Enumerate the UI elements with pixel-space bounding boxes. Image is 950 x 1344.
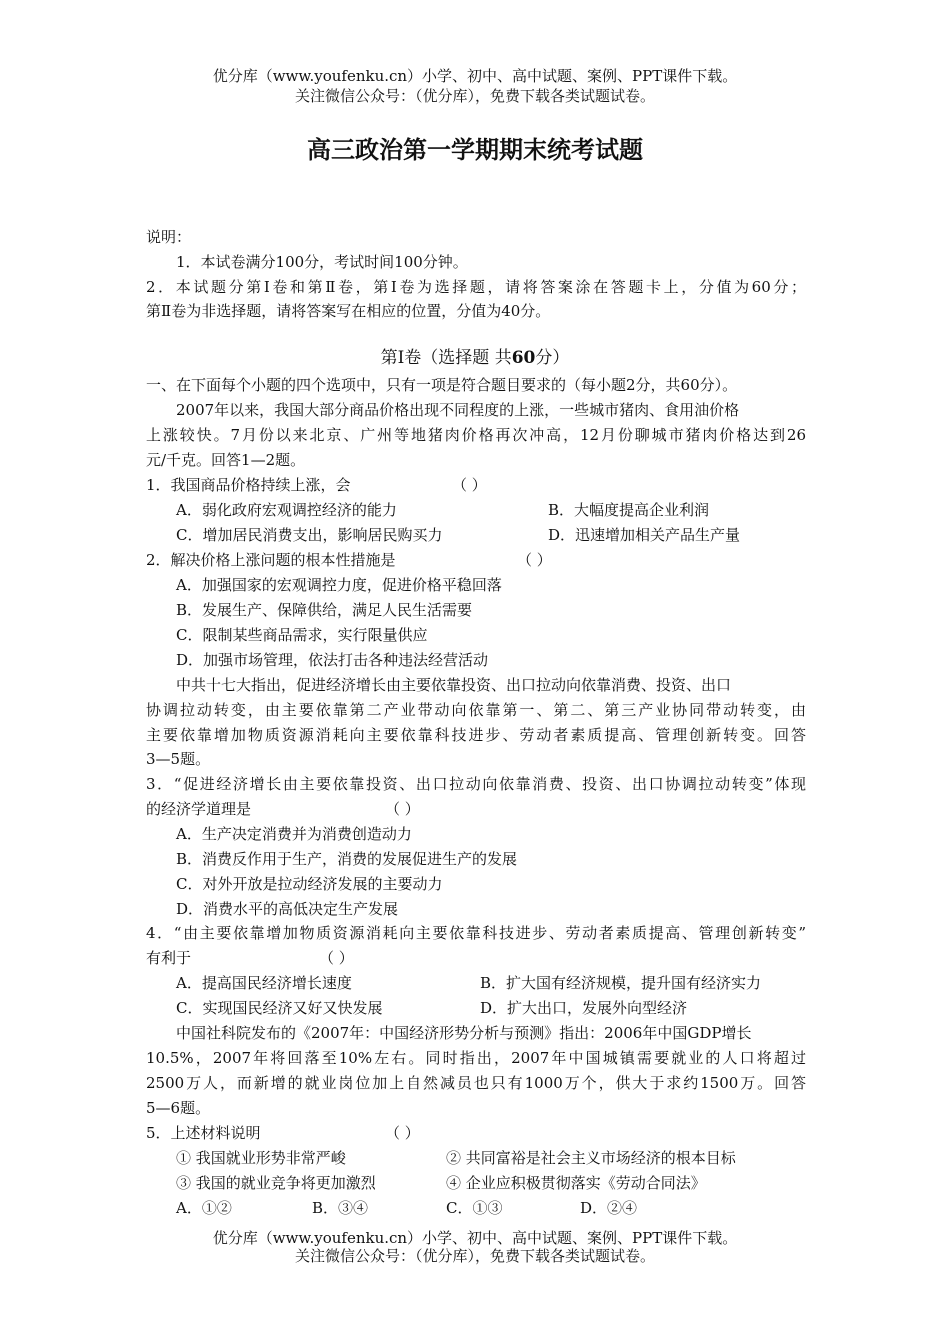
q4-stem-line-2: 有利于 bbox=[146, 949, 192, 967]
header-line-2: 关注微信公众号：（优分库），免费下载各类试题试卷。 bbox=[294, 87, 655, 105]
q1-option-a: A．弱化政府宏观调控经济的能力 bbox=[176, 501, 397, 519]
q4-answer-paren: （ ） bbox=[319, 949, 354, 967]
q4-stem-line-1: 4．“由主要依靠增加物质资源消耗向主要依靠科技进步、劳动者素质提高、管理创新转变” bbox=[146, 924, 806, 942]
q3-option-a: A．生产决定消费并为消费创造动力 bbox=[176, 825, 412, 843]
material-3-line-1: 中国社科院发布的《2007年：中国经济形势分析与预测》指出：2006年中国GDP增长 bbox=[176, 1024, 752, 1042]
section-heading-score: 60 bbox=[511, 348, 536, 368]
instruction-item-2-line-2: 第Ⅱ卷为非选择题，请将答案写在相应的位置，分值为40分。 bbox=[146, 302, 551, 320]
q4-option-b: B．扩大国有经济规模，提升国有经济实力 bbox=[480, 974, 762, 992]
q5-option-b: B．③④ bbox=[312, 1199, 369, 1217]
q5-statement-1: ① 我国就业形势非常严峻 bbox=[176, 1149, 346, 1167]
q2-answer-paren: （ ） bbox=[517, 551, 552, 569]
q1-option-b: B．大幅度提高企业利润 bbox=[548, 501, 710, 519]
q5-statement-3: ③ 我国的就业竞争将更加激烈 bbox=[176, 1174, 376, 1192]
page-title: 高三政治第一学期期末统考试题 bbox=[307, 135, 643, 164]
q3-option-d: D．消费水平的高低决定生产发展 bbox=[176, 900, 399, 918]
q4-option-d: D．扩大出口，发展外向型经济 bbox=[480, 999, 688, 1017]
q2-option-a: A．加强国家的宏观调控力度，促进价格平稳回落 bbox=[176, 576, 502, 594]
footer-line-2: 关注微信公众号：（优分库），免费下载各类试题试卷。 bbox=[294, 1247, 655, 1265]
header-line-1: 优分库（www.youfenku.cn）小学、初中、高中试题、案例、PPT课件下载。 bbox=[212, 67, 738, 85]
q3-option-c: C．对外开放是拉动经济发展的主要动力 bbox=[176, 875, 443, 893]
material-3-line-2: 10.5%，2007年将回落至10%左右。同时指出，2007年中国城镇需要就业的人口将超过 bbox=[146, 1049, 806, 1067]
q2-option-b: B．发展生产、保障供给，满足人民生活需要 bbox=[176, 601, 473, 619]
footer-line-1: 优分库（www.youfenku.cn）小学、初中、高中试题、案例、PPT课件下载。 bbox=[212, 1229, 738, 1247]
q1-answer-paren: （ ） bbox=[452, 476, 487, 494]
section-heading-post: 分） bbox=[535, 348, 570, 368]
q3-option-b: B．消费反作用于生产，消费的发展促进生产的发展 bbox=[176, 850, 518, 868]
q5-answer-paren: （ ） bbox=[385, 1124, 420, 1142]
q4-option-a: A．提高国民经济增长速度 bbox=[176, 974, 352, 992]
q3-answer-paren: （ ） bbox=[385, 800, 420, 818]
instructions-heading: 说明： bbox=[146, 228, 192, 246]
material-3-line-4: 5—6题。 bbox=[146, 1099, 211, 1117]
instruction-item-2-line-1: 2．本试题分第Ⅰ卷和第Ⅱ卷，第Ⅰ卷为选择题，请将答案涂在答题卡上，分值为60分； bbox=[146, 278, 806, 296]
q5-statement-4: ④ 企业应积极贯彻落实《劳动合同法》 bbox=[446, 1174, 706, 1192]
q5-option-d: D．②④ bbox=[580, 1199, 638, 1217]
q5-option-c: C．①③ bbox=[446, 1199, 503, 1217]
section-heading bbox=[0, 348, 950, 368]
q2-option-c: C．限制某些商品需求，实行限量供应 bbox=[176, 626, 428, 644]
material-2-line-2: 协调拉动转变，由主要依靠第二产业带动向依靠第一、第二、第三产业协同带动转变，由 bbox=[146, 701, 806, 719]
q3-stem-line-1: 3．“促进经济增长由主要依靠投资、出口拉动向依靠消费、投资、出口协调拉动转变”体现 bbox=[146, 775, 806, 793]
material-2-line-1: 中共十七大指出，促进经济增长由主要依靠投资、出口拉动向依靠消费、投资、出口 bbox=[176, 676, 732, 694]
q2-option-d: D．加强市场管理，依法打击各种违法经营活动 bbox=[176, 651, 489, 669]
material-1-line-1: 2007年以来，我国大部分商品价格出现不同程度的上涨，一些城市猪肉、食用油价格 bbox=[176, 401, 740, 419]
material-3-line-3: 2500万人，而新增的就业岗位加上自然减员也只有1000万个，供大于求约1500万。回答 bbox=[146, 1074, 806, 1092]
q1-option-c: C．增加居民消费支出，影响居民购买力 bbox=[176, 526, 443, 544]
part-heading: 一、在下面每个小题的四个选项中，只有一项是符合题目要求的（每小题2分，共60分）。 bbox=[146, 376, 738, 394]
material-2-line-4: 3—5题。 bbox=[146, 750, 211, 768]
material-1-line-2: 上涨较快。7月份以来北京、广州等地猪肉价格再次冲高，12月份聊城市猪肉价格达到26 bbox=[146, 426, 806, 444]
q5-stem: 5．上述材料说明 bbox=[146, 1124, 261, 1142]
material-2-line-3: 主要依靠增加物质资源消耗向主要依靠科技进步、劳动者素质提高、管理创新转变。回答 bbox=[146, 726, 806, 744]
q3-stem-line-2: 的经济学道理是 bbox=[146, 800, 252, 818]
q2-stem: 2．解决价格上涨问题的根本性措施是 bbox=[146, 551, 396, 569]
q5-statement-2: ② 共同富裕是社会主义市场经济的根本目标 bbox=[446, 1149, 736, 1167]
q4-option-c: C．实现国民经济又好又快发展 bbox=[176, 999, 383, 1017]
q5-option-a: A．①② bbox=[176, 1199, 232, 1217]
material-1-line-3: 元/千克。回答1—2题。 bbox=[146, 451, 306, 469]
instruction-item-1: 1．本试卷满分100分，考试时间100分钟。 bbox=[176, 253, 468, 271]
q1-option-d: D．迅速增加相关产品生产量 bbox=[548, 526, 741, 544]
q1-stem: 1．我国商品价格持续上涨，会 bbox=[146, 476, 351, 494]
section-heading-pre: 第Ⅰ卷（选择题 共 bbox=[380, 348, 512, 368]
